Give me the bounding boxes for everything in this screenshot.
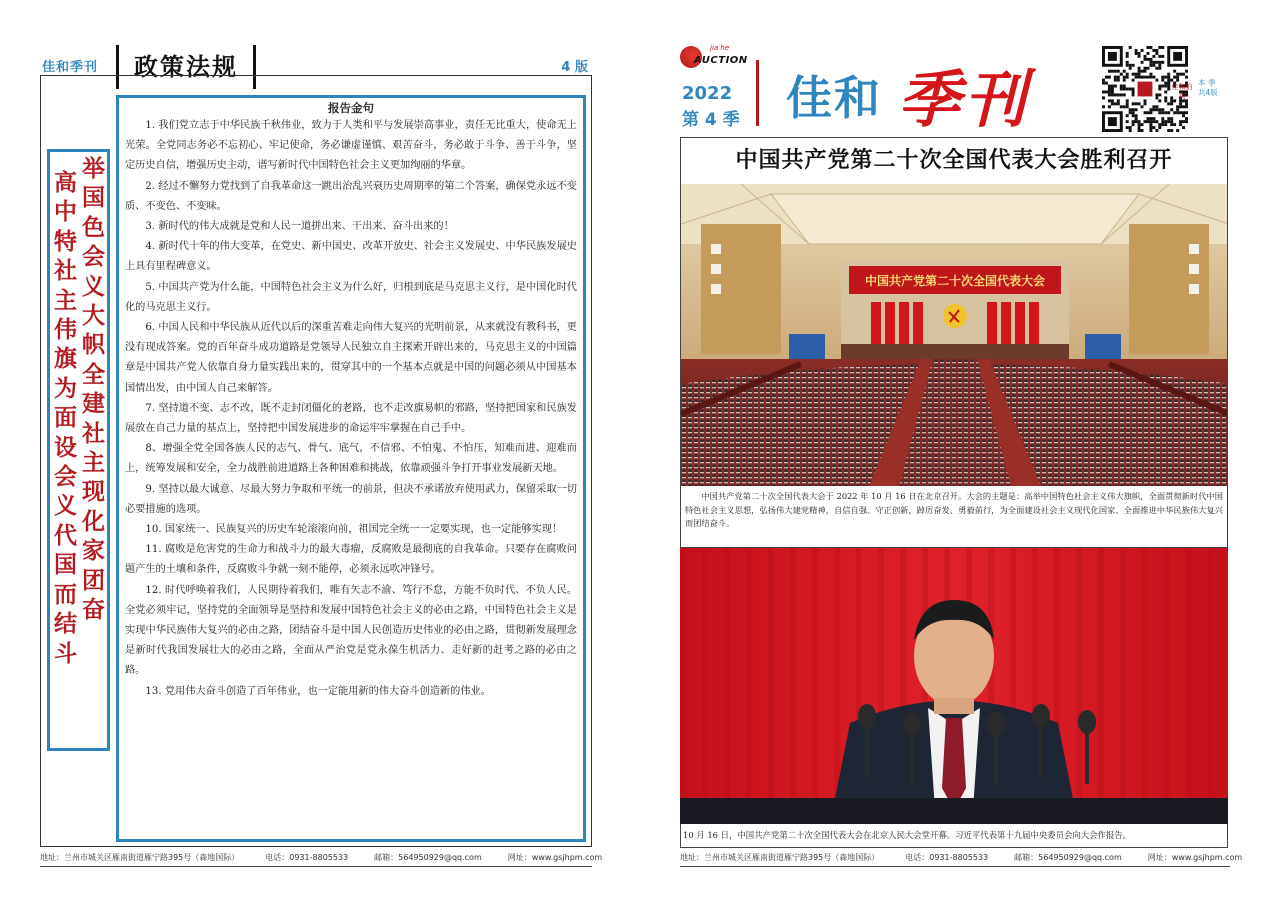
right-footer bbox=[680, 852, 1242, 863]
footer-phone: 电话：0931-8805533 bbox=[905, 853, 989, 862]
slogan-column-right: 举 国 色 会 义 大 帜 全 建 社 主 现 化 家 团 奋 bbox=[82, 155, 105, 624]
slogan-column-left: 高 中 特 社 主 伟 旗 为 面 设 会 义 代 国 而 结 斗 bbox=[54, 169, 77, 667]
quote-item: 4. 新时代十年的伟大变革，在党史、新中国史、改革开放史、社会主义发展史、中华民族发展史上具有里程碑意义。 bbox=[125, 241, 577, 273]
footer-email: 邮箱：564950929@qq.com bbox=[1014, 853, 1122, 862]
left-page bbox=[40, 40, 592, 847]
hall-banner-text: 中国共产党第二十次全国代表大会 bbox=[864, 274, 1046, 288]
quote-item: 3. 新时代的伟大成就是党和人民一道拼出来、干出来、奋斗出来的！ bbox=[145, 221, 454, 233]
logo-pinyin: jia he bbox=[710, 44, 730, 52]
vertical-slogan bbox=[47, 149, 110, 751]
right-footer-rule bbox=[680, 866, 1230, 867]
quote-item: 6. 中国人民和中华民族从近代以后的深重苦难走向伟大复兴的光明前景，从来就没有教科书，更没有现成答案。党的百年奋斗成功道路是党领导人民独立自主探索开辟出来的，马克思主义的中国篇章是中国共产党人依靠自身力量实践出来的，贯穿其中的一个基本点就是中国的问题必须从中国基本国情出发，由中国人自己来解答。 bbox=[125, 322, 577, 394]
issue-side-note bbox=[1198, 78, 1228, 98]
masthead-divider bbox=[756, 60, 759, 126]
quote-item: 2. 经过不懈努力党找到了自我革命这一跳出治乱兴衰历史周期率的第二个答案，确保党永远不变质、不变色、不变味。 bbox=[125, 180, 577, 212]
footer-address: 地址：兰州市城关区雁南街道雁宁路395号（森地国际） bbox=[40, 853, 240, 862]
quote-item: 13. 党用伟大奋斗创造了百年伟业，也一定能用新的伟大奋斗创造新的伟业。 bbox=[145, 685, 491, 697]
footer-website: 网址：www.gsjhpm.com bbox=[1147, 853, 1243, 862]
congress-hall-photo bbox=[680, 184, 1228, 486]
quote-item: 1. 我们党立志于中华民族千秋伟业，致力于人类和平与发展崇高事业，责任无比重大，使命无上光荣。全党同志务必不忘初心、牢记使命，务必谦虚谨慎、艰苦奋斗，务必敢于斗争、善于斗争，坚定历史自信，增强历史主动，谱写新时代中国特色社会主义更加绚丽的华章。 bbox=[125, 120, 577, 172]
auction-logo bbox=[680, 42, 748, 74]
left-footer-rule bbox=[40, 866, 592, 867]
logo-word: AUCTION bbox=[694, 55, 748, 66]
report-quotes-box bbox=[116, 95, 586, 842]
quote-item: 12. 时代呼唤着我们，人民期待着我们，唯有矢志不渝、笃行不怠，方能不负时代、不负人民。全党必须牢记，坚持党的全面领导是坚持和发展中国特色社会主义的必由之路，中国特色社会主义是实现中华民族伟大复兴的必由之路，团结奋斗是中国人民创造历史伟业的必由之路，贯彻新发展理念是新时代我国发展壮大的必由之路，全面从严治党是党永葆生机活力、走好新的赶考之路的必由之路。 bbox=[125, 584, 577, 677]
footer-address: 地址：兰州市城关区雁南街道雁宁路395号（森地国际） bbox=[680, 853, 880, 862]
right-page bbox=[678, 38, 1230, 850]
masthead-red: 季刊 bbox=[898, 63, 1031, 136]
qr-badge: 佳和拍卖 bbox=[1171, 83, 1193, 100]
speaker-photo bbox=[680, 548, 1228, 824]
masthead-blue: 佳和 bbox=[786, 71, 882, 125]
quote-item: 10. 国家统一、民族复兴的历史车轮滚滚向前，祖国完全统一一定要实现，也一定能够实现！ bbox=[145, 524, 563, 536]
issue-number: 第 4 季 bbox=[682, 110, 740, 130]
left-footer bbox=[40, 852, 602, 863]
congress-photo-caption: 中国共产党第二十次全国代表大会于 2022 年 10 月 16 日在北京召开。大会的主题是：高举中国特色社会主义伟大旗帜，全面贯彻新时代中国特色社会主义思想，弘扬伟大建党精神，自信自强、守正创新，踔厉奋发、勇毅前行，为全面建设社会主义现代化国家、全面推进中华民族伟大复兴而团结奋斗。 bbox=[680, 486, 1228, 548]
left-brand: 佳和季刊 bbox=[42, 60, 99, 75]
page-number: 4 版 bbox=[561, 60, 588, 75]
footer-phone: 电话：0931-8805533 bbox=[265, 853, 349, 862]
speaker-photo-caption: 10 月 16 日，中国共产党第二十次全国代表大会在北京人民大会堂开幕。习近平代表第十九届中央委员会向大会作报告。 bbox=[680, 824, 1228, 848]
quote-item: 7. 坚持道不变、志不改，既不走封闭僵化的老路，也不走改旗易帜的邪路，坚持把国家和民族发展放在自己力量的基点上，坚持把中国发展进步的命运牢牢掌握在自己手中。 bbox=[125, 402, 577, 435]
section-title: 政策法规 bbox=[116, 45, 256, 89]
issue-year: 2022 bbox=[682, 83, 733, 104]
side-note-text: 本 季 共4版 bbox=[1198, 78, 1218, 97]
main-headline: 中国共产党第二十次全国代表大会胜利召开 bbox=[680, 137, 1228, 185]
quotes-title: 报告金句 bbox=[328, 101, 374, 115]
footer-website: 网址：www.gsjhpm.com bbox=[507, 853, 603, 862]
quote-item: 9. 坚持以最大诚意、尽最大努力争取和平统一的前景，但决不承诺放弃使用武力，保留采取一切必要措施的选项。 bbox=[125, 483, 577, 515]
quote-item: 8、增强全党全国各族人民的志气、骨气、底气，不信邪、不怕鬼、不怕压，知难而进、迎难而上，统筹发展和安全，全力战胜前进道路上各种困难和挑战，依靠顽强斗争打开事业发展新天地。 bbox=[125, 443, 577, 475]
quote-item: 5. 中国共产党为什么能，中国特色社会主义为什么好，归根到底是马克思主义行，是中国化时代化的马克思主义行。 bbox=[125, 281, 577, 313]
quote-item: 11. 腐败是危害党的生命力和战斗力的最大毒瘤，反腐败是最彻底的自我革命。只要存在腐败问题产生的土壤和条件，反腐败斗争就一刻不能停，必须永远吹冲锋号。 bbox=[125, 544, 577, 576]
footer-email: 邮箱：564950929@qq.com bbox=[374, 853, 482, 862]
